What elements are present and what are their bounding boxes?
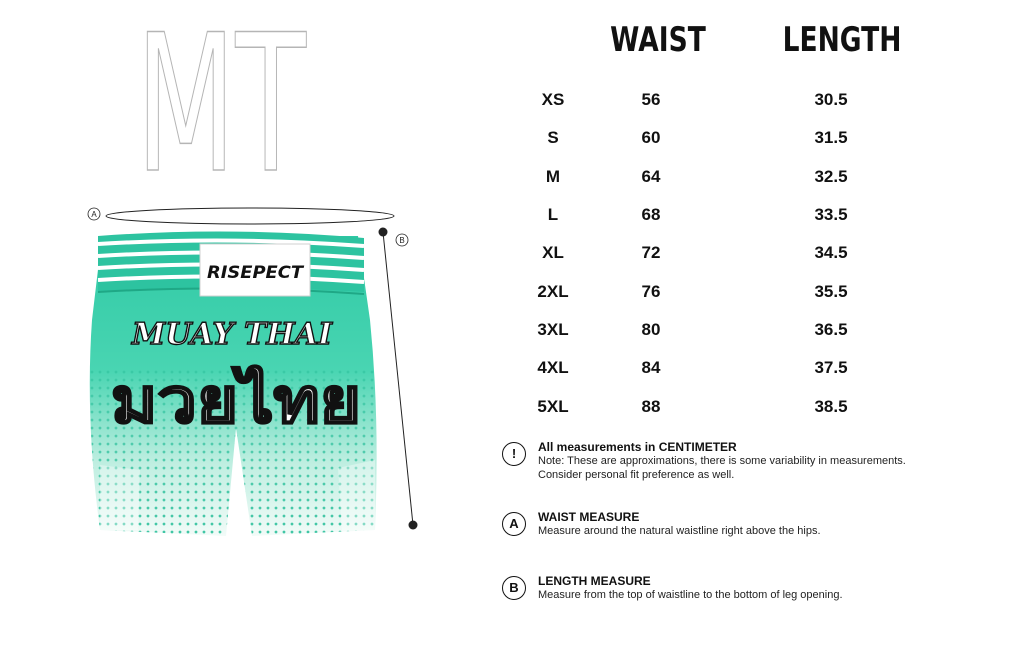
note-waist-title: WAIST MEASURE <box>538 510 640 524</box>
note-length-text <box>538 574 978 602</box>
size-row <box>520 320 920 350</box>
brand-patch <box>200 244 310 296</box>
size-row <box>520 243 920 273</box>
model-title <box>133 0 313 215</box>
size-row <box>520 128 920 158</box>
waist-value: 68 <box>641 205 661 224</box>
size-label: L <box>547 205 559 224</box>
marker-a-label: A <box>91 210 97 219</box>
length-top-dot <box>379 228 388 237</box>
length-value: 30.5 <box>814 90 848 109</box>
note-length-line1: Measure from the top of waistline to the bottom of leg opening. <box>538 589 843 601</box>
marker-b-label: B <box>399 236 405 245</box>
size-label: 2XL <box>537 282 569 301</box>
model-title-text: MT <box>136 0 307 215</box>
waist-value: 88 <box>641 397 661 416</box>
waist-value: 60 <box>641 128 661 147</box>
size-label: 5XL <box>537 397 569 416</box>
size-row <box>520 397 920 427</box>
length-marker-icon: B <box>502 576 526 600</box>
note-units-line1: Note: These are approximations, there is some variability in measurements. <box>538 455 906 467</box>
print-top-text: MUAY THAI <box>131 317 333 352</box>
waist-marker-icon: A <box>502 512 526 536</box>
note-units <box>502 440 982 486</box>
waist-value: 84 <box>641 358 661 377</box>
size-row <box>520 282 920 312</box>
size-row <box>520 358 920 388</box>
note-units-line2: Consider personal fit preference as well. <box>538 469 735 481</box>
waist-value: 72 <box>641 243 661 262</box>
note-length-title: LENGTH MEASURE <box>538 574 651 588</box>
exclamation-icon: ! <box>502 442 526 466</box>
waist-value: 76 <box>641 282 661 301</box>
shorts-diagram <box>80 200 440 580</box>
note-waist <box>502 510 982 544</box>
header-waist: WAIST <box>610 20 706 60</box>
length-value: 31.5 <box>814 128 848 147</box>
length-measure-line <box>383 232 413 525</box>
waist-value: 64 <box>641 167 661 186</box>
length-value: 34.5 <box>814 243 848 262</box>
waist-value: 56 <box>641 90 661 109</box>
size-row <box>520 167 920 197</box>
note-waist-line1: Measure around the natural waistline right above the hips. <box>538 525 821 537</box>
note-waist-text <box>538 510 978 538</box>
size-label: XL <box>542 243 564 262</box>
length-value: 35.5 <box>814 282 848 301</box>
waist-measure-line <box>106 208 394 224</box>
size-label: XS <box>541 90 565 109</box>
size-row <box>520 90 920 120</box>
size-label: 4XL <box>537 358 569 377</box>
print-thai-text: มวยไทย <box>111 364 361 437</box>
length-value: 36.5 <box>814 320 848 339</box>
size-label: S <box>547 128 559 147</box>
length-value: 32.5 <box>814 167 848 186</box>
note-units-text <box>538 440 978 482</box>
length-value: 38.5 <box>814 397 848 416</box>
muay-thai-print <box>111 317 361 437</box>
size-label: M <box>545 167 561 186</box>
note-units-title: All measurements in CENTIMETER <box>538 440 737 454</box>
length-bottom-dot <box>409 521 418 530</box>
header-length: LENGTH <box>782 20 902 60</box>
size-row <box>520 205 920 235</box>
brand-name: RISEPECT <box>207 263 305 283</box>
length-value: 37.5 <box>814 358 848 377</box>
note-length <box>502 574 982 608</box>
size-label: 3XL <box>537 320 569 339</box>
length-value: 33.5 <box>814 205 848 224</box>
waist-value: 80 <box>641 320 661 339</box>
